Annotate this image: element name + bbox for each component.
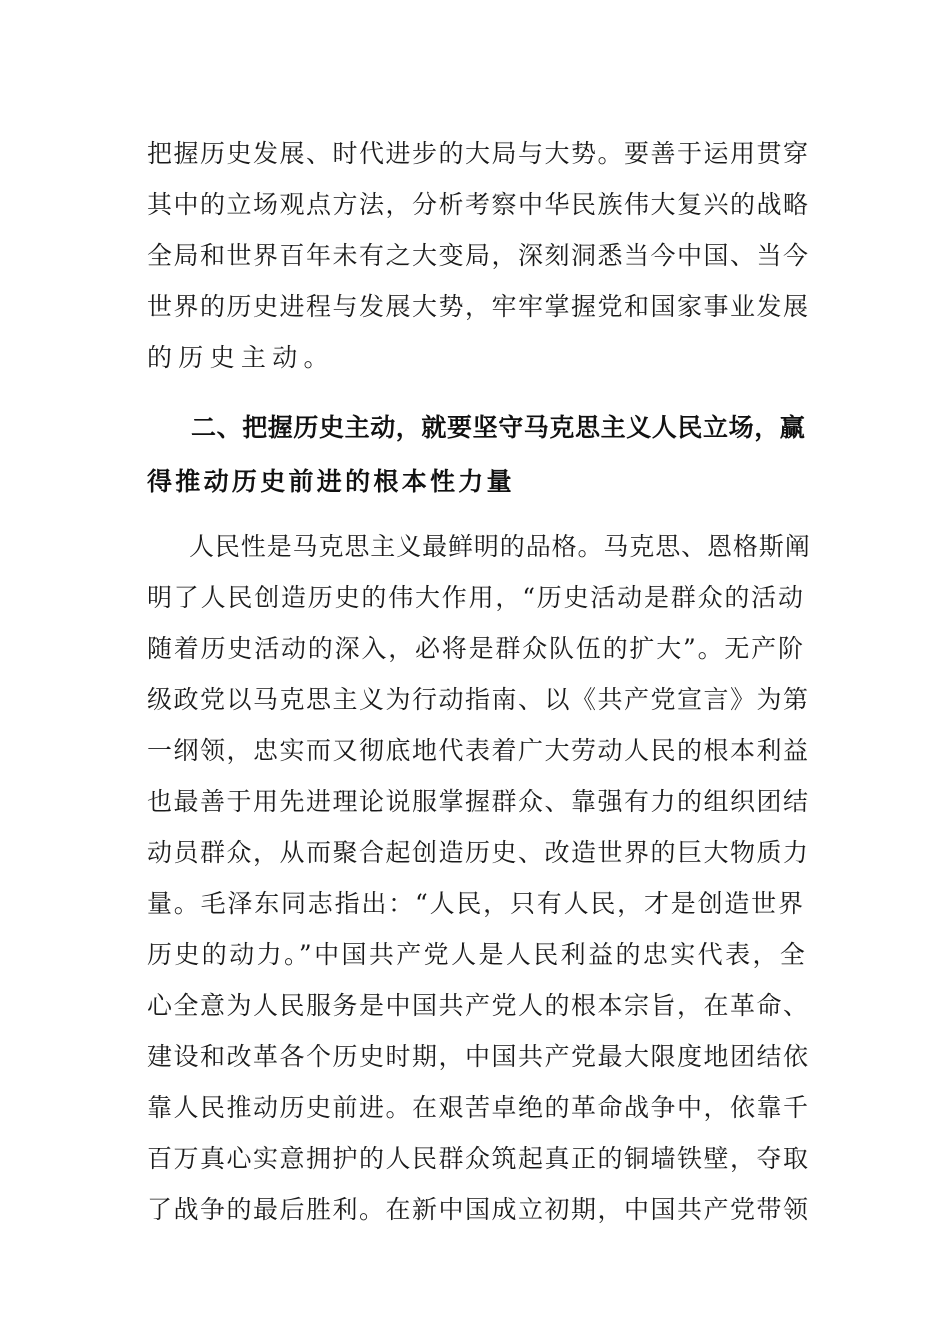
text-line: 量。毛泽东同志指出：“人民，只有人民，才是创造世界	[147, 889, 805, 918]
text-line: 百万真心实意拥护的人民群众筑起真正的铜墙铁壁，夺取	[147, 1144, 810, 1173]
text-line: 动员群众，从而聚合起创造历史、改造世界的巨大物质力	[147, 838, 810, 867]
paragraph-1	[147, 128, 811, 383]
text-line: 了战争的最后胜利。在新中国成立初期，中国共产党带领	[147, 1195, 810, 1224]
text-line: 全局和世界百年未有之大变局，深刻洞悉当今中国、当今	[147, 241, 810, 270]
text-line: 明了人民创造历史的伟大作用，“历史活动是群众的活动	[147, 583, 805, 612]
heading-line: 得推动历史前进的根本性力量	[147, 467, 515, 496]
text-line: 级政党以马克思主义为行动指南、以《共产党宣言》为第	[147, 685, 810, 714]
text-column	[147, 128, 811, 1235]
text-line: 靠人民推动历史前进。在艰苦卓绝的革命战争中，依靠千	[147, 1093, 810, 1122]
paragraph-2	[147, 521, 811, 1235]
text-line: 的历史主动。	[147, 343, 335, 372]
section-heading	[147, 401, 811, 509]
text-line: 建设和改革各个历史时期，中国共产党最大限度地团结依	[147, 1042, 810, 1071]
text-line: 也最善于用先进理论说服掌握群众、靠强有力的组织团结	[147, 787, 810, 816]
text-line: 世界的历史进程与发展大势，牢牢掌握党和国家事业发展	[147, 292, 810, 321]
text-line: 历史的动力。”中国共产党人是人民利益的忠实代表，全	[147, 940, 808, 969]
text-line: 随着历史活动的深入，必将是群众队伍的扩大”。无产阶	[147, 634, 805, 663]
heading-line: 二、把握历史主动，就要坚守马克思主义人民立场，赢	[191, 413, 806, 442]
text-line: 人民性是马克思主义最鲜明的品格。马克思、恩格斯阐	[189, 532, 811, 561]
text-line: 其中的立场观点方法，分析考察中华民族伟大复兴的战略	[147, 190, 810, 219]
text-line: 把握历史发展、时代进步的大局与大势。要善于运用贯穿	[147, 139, 810, 168]
text-line: 心全意为人民服务是中国共产党人的根本宗旨，在革命、	[147, 991, 810, 1020]
text-line: 一纲领，忠实而又彻底地代表着广大劳动人民的根本利益	[147, 736, 810, 765]
